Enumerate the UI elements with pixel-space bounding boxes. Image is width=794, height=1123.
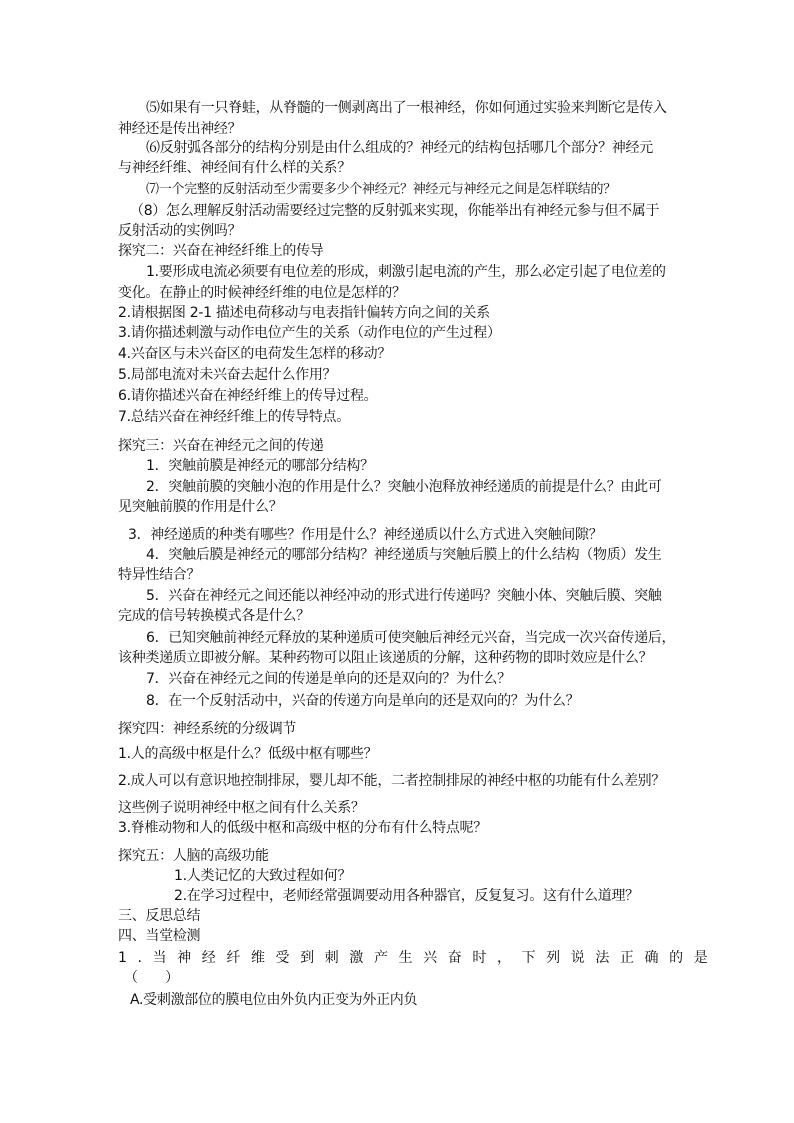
section4-item: 1.人的高级中枢是什么？低级中枢有哪些？ bbox=[118, 746, 378, 762]
part3-title: 三、反思总结 bbox=[118, 908, 201, 924]
section3-item: 4．突触后膜是神经元的哪部分结构？神经递质与突触后膜上的什么结构（物质）发生 bbox=[146, 547, 662, 563]
question-5-line1: ⑸如果有一只脊蛙，从脊髓的一侧剥离出了一根神经，你如何通过实验来判断它是传入 bbox=[146, 100, 667, 116]
question-6-line1: ⑹反射弧各部分的结构分别是由什么组成的？神经元的结构包括哪几个部分？神经元 bbox=[146, 140, 653, 156]
section3-item: 5．兴奋在神经元之间还能以神经冲动的形式进行传递吗？突触小体、突触后膜、突触 bbox=[146, 588, 662, 604]
section3-item: 6．已知突触前神经元释放的某种递质可使突触后神经元兴奋，当完成一次兴奋传递后， bbox=[146, 630, 676, 646]
section3-item: 完成的信号转换模式各是什么？ bbox=[118, 608, 310, 624]
section4-item: 2.成人可以有意识地控制排尿，婴儿却不能，二者控制排尿的神经中枢的功能有什么差别？ bbox=[118, 773, 666, 789]
section2-item: 2.请根据图 2-1 描述电荷移动与电表指针偏转方向之间的关系 bbox=[118, 305, 490, 321]
quiz-option-a[interactable]: A.受刺激部位的膜电位由外负内正变为外正内负 bbox=[130, 992, 418, 1008]
section5-item: 2.在学习过程中，老师经常强调要动用各种器官，反复复习。这有什么道理？ bbox=[174, 888, 639, 904]
section3-item: 3．神经递质的种类有哪些？作用是什么？神经递质以什么方式进入突触间隙？ bbox=[128, 527, 603, 543]
section2-item: 4.兴奋区与未兴奋区的电荷发生怎样的移动？ bbox=[118, 346, 392, 362]
section4-item: 这些例子说明神经中枢之间有什么关系？ bbox=[118, 800, 365, 816]
section3-item: 1．突触前膜是神经元的哪部分结构？ bbox=[146, 458, 374, 474]
section3-item: 2．突触前膜的突触小泡的作用是什么？突触小泡释放神经递质的前提是什么？由此可 bbox=[146, 479, 662, 495]
section3-item: 8．在一个反射活动中，兴奋的传递方向是单向的还是双向的？为什么？ bbox=[146, 693, 580, 709]
section3-item: 7．兴奋在神经元之间的传递是单向的还是双向的？为什么？ bbox=[146, 671, 511, 687]
section3-item: 该种类递质立即被分解。某种药物可以阻止该递质的分解，这种药物的即时效应是什么？ bbox=[118, 650, 653, 666]
section3-title: 探究三：兴奋在神经元之间的传递 bbox=[118, 438, 324, 454]
question-6-line2: 与神经纤维、神经间有什么样的关系？ bbox=[118, 160, 351, 176]
question-8-line1: （8）怎么理解反射活动需要经过完整的反射弧来实现，你能举出有神经元参与但不属于 bbox=[130, 203, 660, 219]
section2-item: 3.请你描述刺激与动作电位产生的关系（动作电位的产生过程） bbox=[118, 325, 501, 341]
section2-title: 探究二：兴奋在神经纤维上的传导 bbox=[118, 243, 324, 259]
quiz-question-1: 1.当神经纤维受到刺激产生兴奋时，下列说法正确的是 bbox=[118, 950, 719, 966]
section4-item: 3.脊椎动物和人的低级中枢和高级中枢的分布有什么特点呢？ bbox=[118, 820, 487, 836]
quiz-answer-blank[interactable]: （ ） bbox=[124, 970, 179, 986]
question-8-line2: 反射活动的实例吗？ bbox=[118, 223, 242, 239]
section2-item: 5.局部电流对未兴奋去起什么作用？ bbox=[118, 367, 337, 383]
section5-title: 探究五：人脑的高级功能 bbox=[118, 848, 269, 864]
part4-title: 四、当堂检测 bbox=[118, 928, 201, 944]
section2-item: 6.请你描述兴奋在神经纤维上的传导过程。 bbox=[118, 388, 378, 404]
section2-item: 1.要形成电流必须要有电位差的形成，刺激引起电流的产生，那么必定引起了电位差的 bbox=[146, 264, 666, 280]
section2-item: 变化。在静止的时候神经纤维的电位是怎样的？ bbox=[118, 285, 406, 301]
question-7: ⑺一个完整的反射活动至少需要多少个神经元？神经元与神经元之间是怎样联结的？ bbox=[146, 182, 616, 197]
section4-title: 探究四：神经系统的分级调节 bbox=[118, 721, 297, 737]
section3-item: 特异性结合？ bbox=[118, 567, 201, 583]
section5-item: 1.人类记忆的大致过程如何？ bbox=[174, 868, 352, 884]
section3-item: 见突触前膜的作用是什么？ bbox=[118, 499, 283, 515]
question-5-line2: 神经还是传出神经？ bbox=[118, 121, 242, 137]
section2-item: 7.总结兴奋在神经纤维上的传导特点。 bbox=[118, 409, 350, 425]
